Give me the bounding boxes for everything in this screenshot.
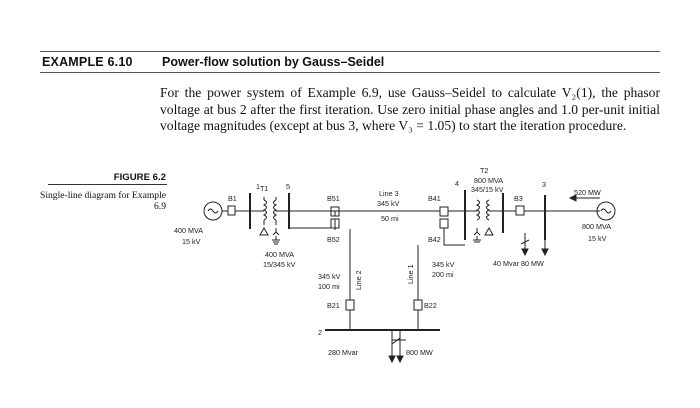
line1-kv: 345 kV [432, 260, 455, 269]
label-b1: B1 [228, 194, 237, 203]
line3-kv: 345 kV [377, 199, 400, 208]
bus-4-number: 4 [455, 179, 459, 188]
problem-statement: For the power system of Example 6.9, use Gauss–Seidel to calculate V₂(1), the phasor voltage at bus 2 after the first iteration. Use zero initial phase angles and 1.0 per-unit initial voltage magnitudes (except at bus 3, where V₃ = 1.05) to start the iteration procedure. [160, 85, 660, 134]
breaker-b42 [440, 219, 448, 228]
label-t1: T1 [260, 184, 269, 193]
bus3-load: 40 Mvar 80 MW [493, 259, 544, 268]
bus2-load-q: 280 Mvar [328, 348, 358, 357]
breaker-b3 [516, 206, 524, 215]
transformer-t2-icon [477, 200, 489, 220]
bus-3-number: 3 [542, 180, 546, 189]
label-b41: B41 [428, 194, 441, 203]
label-b52: B52 [327, 235, 340, 244]
figure-caption: Single-line diagram for Example 6.9 [40, 190, 167, 212]
breaker-b21 [346, 300, 354, 310]
bus-2-number: 2 [318, 328, 322, 337]
t1-voltage: 15/345 kV [263, 260, 296, 269]
gen1-rating: 400 MVA [174, 226, 204, 235]
t2-rating: 800 MVA [474, 176, 504, 185]
breaker-b41 [440, 207, 448, 216]
example-number: EXAMPLE 6.10 [42, 55, 133, 69]
line3-length: 50 mi [381, 214, 399, 223]
bus2-load-p: 800 MW [406, 348, 433, 357]
example-title: Power-flow solution by Gauss–Seidel [162, 55, 385, 69]
label-b42: B42 [428, 235, 441, 244]
bus-5-number: 5 [286, 182, 290, 191]
label-b22: B22 [424, 301, 437, 310]
line1-name: Line 1 [406, 264, 415, 284]
gen3-rating: 800 MVA [582, 222, 612, 231]
t1-rating: 400 MVA [265, 250, 295, 259]
line2-length: 100 mi [318, 282, 340, 291]
label-b51: B51 [327, 194, 340, 203]
figure-label: FIGURE 6.2 [113, 172, 166, 183]
label-b21: B21 [327, 301, 340, 310]
line2-kv: 345 kV [318, 272, 341, 281]
line3-name: Line 3 [379, 189, 399, 198]
breaker-b1 [228, 206, 235, 215]
breaker-b22 [414, 300, 422, 310]
transformer-t1-icon [264, 197, 276, 225]
label-t2: T2 [480, 166, 489, 175]
label-b3: B3 [514, 194, 523, 203]
bus-1-number: 1 [256, 182, 260, 191]
gen1-voltage: 15 kV [182, 237, 201, 246]
gen3-voltage: 15 kV [588, 234, 607, 243]
line2-name: Line 2 [354, 270, 363, 290]
line1-length: 200 mi [432, 270, 454, 279]
t2-voltage: 345/15 kV [471, 185, 504, 194]
gen3-output: 520 MW [574, 188, 601, 197]
